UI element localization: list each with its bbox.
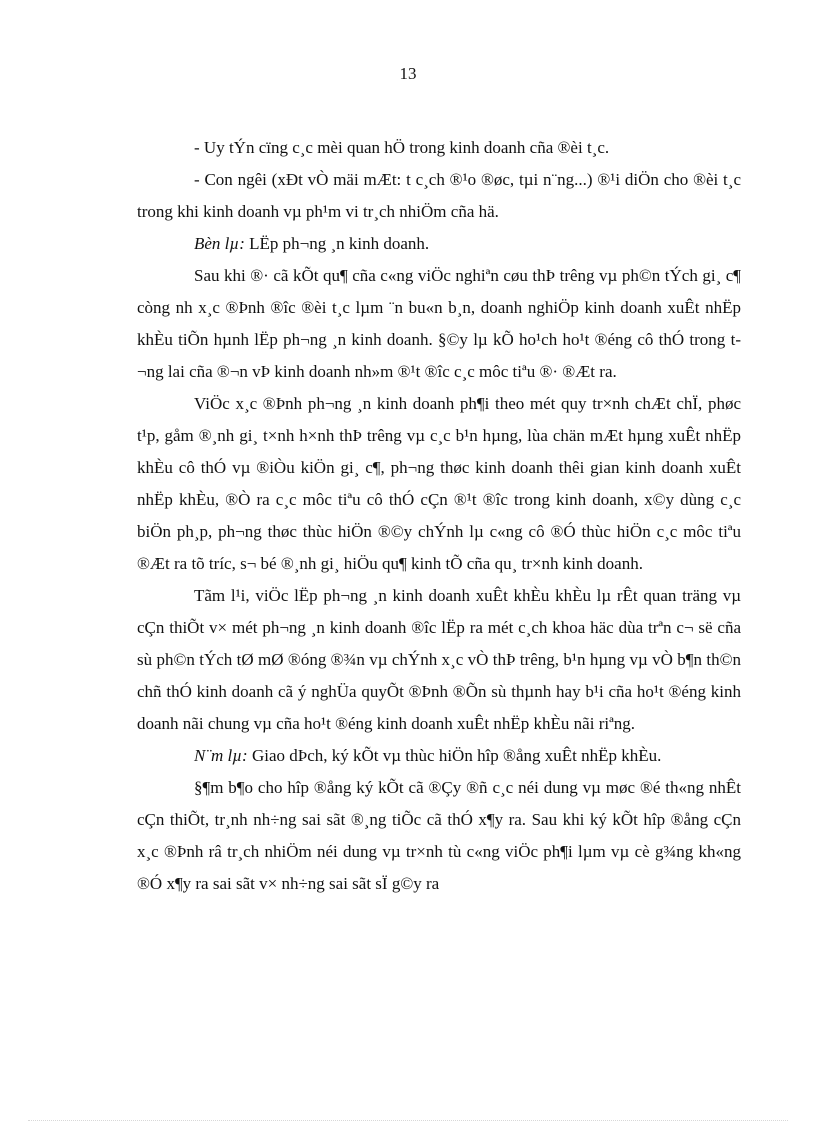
paragraph-text: Giao dÞch, ký kÕt vµ thùc hiÖn hîp ®ång xuÊt nhËp khÈu. <box>247 746 662 765</box>
paragraph-8 <box>137 772 741 900</box>
paragraph-6 <box>137 580 741 740</box>
paragraph-2 <box>137 164 741 228</box>
paragraph-text: §¶m b¶o cho hîp ®ång ký kÕt cã ®Çy ®ñ c¸c néi dung vµ møc ®é th«ng nhÊt cÇn thiÕt, tr¸nh nh÷ng sai sãt ®¸ng tiÕc cã thÓ x¶y ra. Sau khi ký kÕt hîp ®ång cÇn x¸c ®Þnh râ tr¸ch nhiÖm néi dung vµ tr×nh tù c«ng viÖc ph¶i lµm vµ cè g¾ng kh«ng ®Ó x¶y ra sai sãt v× nh÷ng sai sãt sÏ g©y ra <box>137 778 741 893</box>
paragraph-lead: N¨m lµ: <box>194 746 248 765</box>
paragraph-text: LËp ph¬ng ¸n kinh doanh. <box>244 234 430 253</box>
paragraph-text: Sau khi ®· cã kÕt qu¶ cña c«ng viÖc nghiªn cøu thÞ trêng vµ ph©n tÝch gi¸ c¶ còng nh x¸c ®Þnh ®îc ®èi t¸c lµm ¨n bu«n b¸n, doanh nghiÖp kinh doanh xuÊt nhËp khÈu tiÕn hµnh lËp ph¬ng ¸n kinh doanh. §©y lµ kÕ ho¹ch ho¹t ®éng cô thÓ trong t¬ng lai cña ®¬n vÞ kinh doanh nh»m ®¹t ®îc c¸c môc tiªu ®· ®Æt ra. <box>137 266 741 381</box>
paragraph-3 <box>137 228 741 260</box>
paragraph-4 <box>137 260 741 388</box>
paragraph-text: - Uy tÝn cïng c¸c mèi quan hÖ trong kinh doanh cña ®èi t¸c. <box>194 138 610 157</box>
page-bottom-border <box>28 1120 788 1121</box>
paragraph-7 <box>137 740 741 772</box>
paragraph-1 <box>137 132 741 164</box>
paragraph-5 <box>137 388 741 580</box>
body-text <box>137 132 741 900</box>
page-number: 13 <box>399 64 417 83</box>
paragraph-lead: Bèn lµ: <box>194 234 245 253</box>
paragraph-text: Tãm l¹i, viÖc lËp ph¬ng ¸n kinh doanh xuÊt khÈu khÈu lµ rÊt quan träng vµ cÇn thiÕt v× mét ph¬ng ¸n kinh doanh ®îc lËp ra mét c¸ch khoa häc dùa trªn c¬ së cña sù ph©n tÝch tØ mØ ®óng ®¾n vµ chÝnh x¸c vÒ thÞ trêng, b¹n hµng vµ vÒ b¶n th©n chñ thÓ kinh doanh cã ý nghÜa quyÕt ®Þnh ®Õn sù thµnh hay b¹i cña ho¹t ®éng kinh doanh nãi chung vµ cña ho¹t ®éng kinh doanh xuÊt nhËp khÈu nãi riªng. <box>137 586 741 733</box>
paragraph-text: ViÖc x¸c ®Þnh ph¬ng ¸n kinh doanh ph¶i theo mét quy tr×nh chÆt chÏ, phøc t¹p, gåm ®¸nh gi¸ t×nh h×nh thÞ trêng vµ c¸c b¹n hµng, lùa chän mÆt hµng xuÊt nhËp khÈu cô thÓ vµ ®iÒu kiÖn gi¸ c¶, ph¬ng thøc kinh doanh thêi gian kinh doanh xuÊt nhËp khÈu, ®Ò ra c¸c môc tiªu cô thÓ cÇn ®¹t ®îc trong kinh doanh, x©y dùng c¸c biÖn ph¸p, ph¬ng thøc thùc hiÖn ®©y chÝnh lµ c«ng cô ®Ó thùc hiÖn c¸c môc tiªu ®Æt ra tõ tríc, s¬ bé ®¸nh gi¸ hiÖu qu¶ kinh tÕ cña qu¸ tr×nh kinh doanh. <box>137 394 741 573</box>
paragraph-text: - Con ngêi (xÐt vÒ mäi mÆt: t c¸ch ®¹o ®øc, tµi n¨ng...) ®¹i diÖn cho ®èi t¸c trong khi kinh doanh vµ ph¹m vi tr¸ch nhiÖm cña hä. <box>137 170 741 221</box>
